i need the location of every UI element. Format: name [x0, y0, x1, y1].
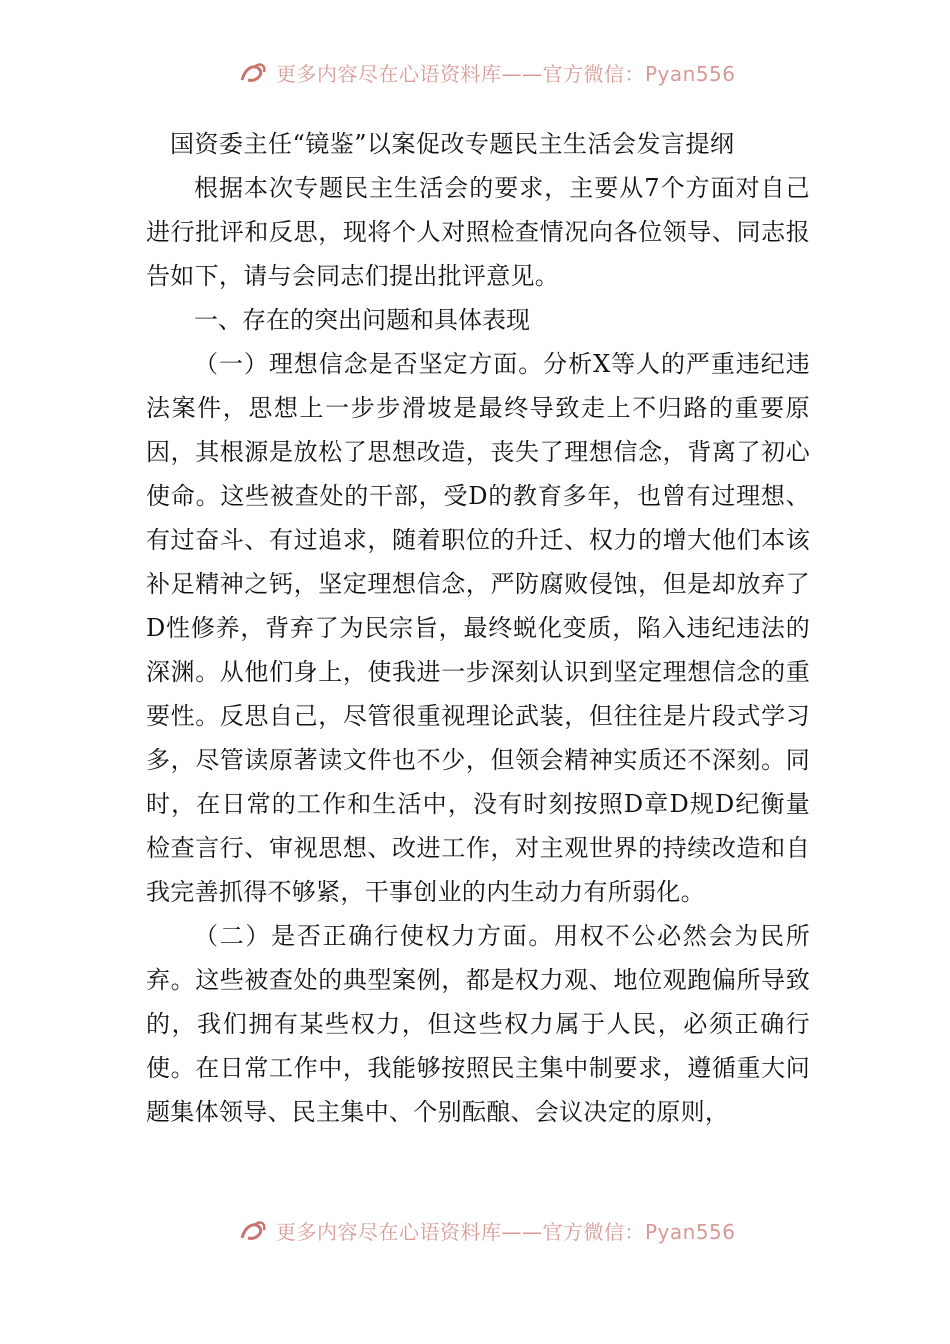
paragraph-1: （一）理想信念是否坚定方面。分析X等人的严重违纪违法案件，思想上一步步滑坡是最终导致走上不归路的重要原因，其根源是放松了思想改造，丧失了理想信念，背离了初心使命。这些被查处的干部，受D的教育多年，也曾有过理想、有过奋斗、有过追求，随着职位的升迁、权力的增大他们本该补足精神之钙，坚定理想信念，严防腐败侵蚀，但是却放弃了D性修养，背弃了为民宗旨，最终蜕化变质，陷入违纪违法的深渊。从他们身上，使我进一步深刻认识到坚定理想信念的重要性。反思自己，尽管很重视理论武装，但往往是片段式学习多，尽管读原著读文件也不少，但领会精神实质还不深刻。同时，在日常的工作和生活中，没有时刻按照D章D规D纪衡量检查言行、审视思想、改进工作，对主观世界的持续改造和自我完善抓得不够紧，干事创业的内生动力有所弱化。 — [146, 350, 810, 906]
document-body — [146, 122, 810, 1134]
watermark-bottom — [0, 1210, 950, 1250]
watermark-text: 更多内容尽在心语资料库——官方微信：Pyan556 — [276, 62, 736, 86]
logo-icon — [238, 60, 268, 86]
section-heading: 一、存在的突出问题和具体表现 — [194, 306, 530, 334]
watermark-text: 更多内容尽在心语资料库——官方微信：Pyan556 — [276, 1220, 736, 1244]
logo-icon — [238, 1218, 268, 1244]
watermark-top — [0, 52, 950, 92]
paragraph-2: （二）是否正确行使权力方面。用权不公必然会为民所弃。这些被查处的典型案例，都是权力观、地位观跑偏所导致的，我们拥有某些权力，但这些权力属于人民，必须正确行使。在日常工作中，我能够按照民主集中制要求，遵循重大问题集体领导、民主集中、个别酝酿、会议决定的原则， — [146, 922, 810, 1126]
intro-paragraph: 根据本次专题民主生活会的要求，主要从7个方面对自己进行批评和反思，现将个人对照检查情况向各位领导、同志报告如下，请与会同志们提出批评意见。 — [146, 174, 810, 290]
document-title: 国资委主任“镜鉴”以案促改专题民主生活会发言提纲 — [170, 130, 735, 158]
